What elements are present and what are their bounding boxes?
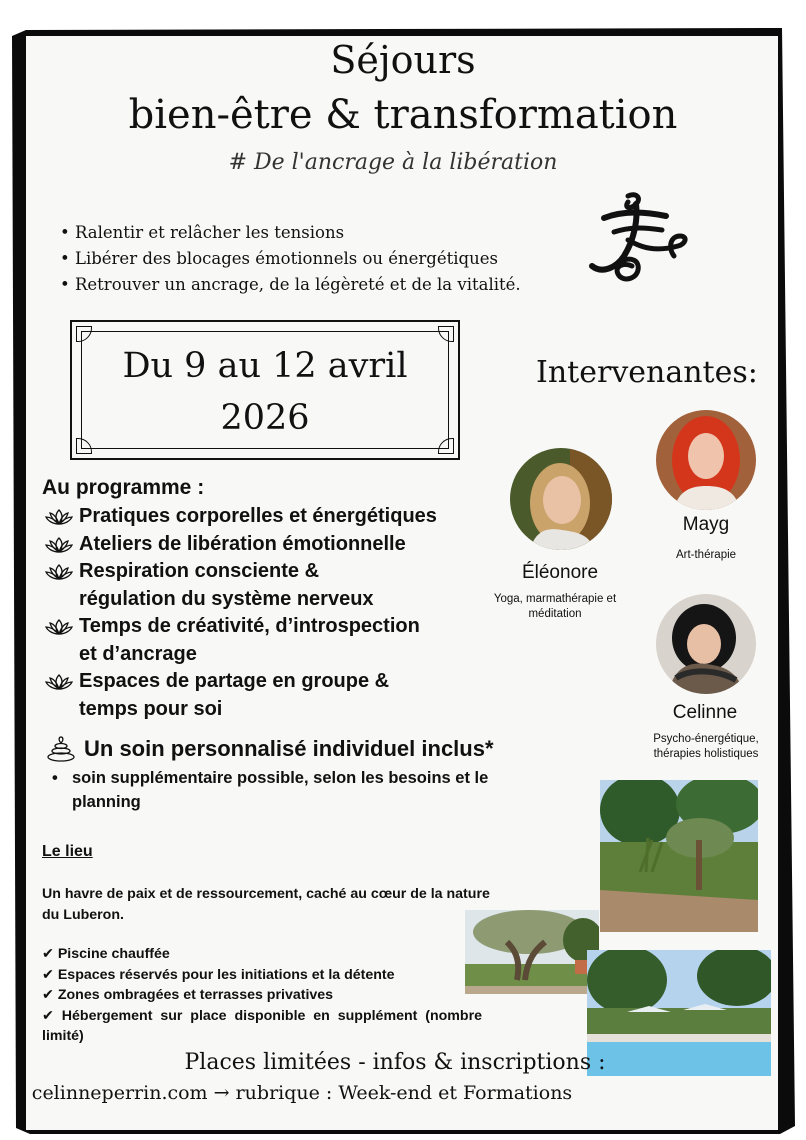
- website-section: rubrique : Week-end et Formations: [235, 1082, 573, 1104]
- speaker-role-eleonore: Yoga, marmathérapie et méditation: [493, 593, 617, 620]
- care-note: [52, 766, 542, 814]
- speaker-role-mayg: Art-thérapie: [675, 549, 737, 561]
- website-link[interactable]: celinneperrin.com: [31, 1082, 208, 1104]
- intro-bullet: • Libérer des blocages émotionnels ou énergétiques: [60, 246, 521, 272]
- lotus-icon: [44, 535, 74, 555]
- places-info: Places limitées - infos & inscriptions :: [184, 1050, 606, 1075]
- venue-photo-garden: [600, 780, 758, 932]
- program-item: [44, 503, 437, 531]
- venue-feature-text: Zones ombragées et terrasses privatives: [57, 987, 334, 1003]
- care-note-bullet: •: [52, 769, 58, 787]
- arrow-right-icon: →: [213, 1082, 230, 1104]
- lotus-icon: [44, 562, 74, 582]
- subtitle: # De l'ancrage à la libération: [228, 150, 558, 175]
- program-item-text: et d’ancrage: [79, 642, 197, 665]
- program-item: [44, 558, 437, 613]
- speaker-name-mayg: Mayg: [682, 514, 730, 535]
- lotus-icon: [44, 617, 74, 637]
- venue-feature-text: Espaces réservés pour les initiations et la détente: [57, 966, 395, 983]
- intro-bullet: • Retrouver un ancrage, de la légèreté et de la vitalité.: [60, 272, 521, 298]
- program-title: Au programme :: [42, 476, 205, 499]
- program-item: [44, 613, 437, 668]
- program-item: [44, 531, 437, 559]
- spa-stones-icon: [46, 736, 76, 762]
- date-year: 2026: [220, 398, 310, 438]
- intro-bullet: • Ralentir et relâcher les tensions: [60, 220, 521, 246]
- program-item: [44, 668, 437, 723]
- speaker-photo-eleonore: [510, 448, 612, 550]
- speaker-name-eleonore: Éléonore: [521, 562, 599, 583]
- program-item-text: Ateliers de libération émotionnelle: [79, 532, 406, 555]
- date-range: Du 9 au 12 avril: [122, 346, 408, 386]
- venue-feature: [42, 985, 482, 1006]
- check-icon: ✔: [42, 966, 54, 983]
- speaker-name-celinne: Celinne: [672, 702, 738, 723]
- program-item-text: régulation du système nerveux: [79, 587, 374, 610]
- website-line: [0, 1082, 604, 1104]
- date-text: [72, 340, 458, 444]
- lotus-icon: [44, 672, 74, 692]
- title-line-1: Séjours: [330, 38, 476, 82]
- calligraphy-glyph-icon: [584, 190, 690, 290]
- venue-photo-olive-tree: [465, 910, 599, 994]
- check-icon: ✔: [42, 987, 54, 1003]
- program-item-text: Pratiques corporelles et énergétiques: [79, 505, 437, 527]
- venue-feature-list: [42, 944, 482, 1047]
- venue-description: Un havre de paix et de ressourcement, caché au cœur de la nature du Luberon.: [42, 886, 490, 923]
- speaker-photo-mayg: [656, 410, 756, 510]
- venue-feature-text: Hébergement sur place disponible en supplément (nombre limité): [42, 1007, 482, 1044]
- program-list: [44, 503, 437, 723]
- program-item-text: temps pour soi: [79, 697, 223, 720]
- date-box: [70, 320, 460, 460]
- program-item-text: Espaces de partage en groupe &: [79, 670, 390, 692]
- speaker-role-celinne: [626, 732, 786, 762]
- intro-bullet-list: [60, 220, 521, 298]
- title-line-2: bien-être & transformation: [128, 92, 678, 138]
- care-title: Un soin personnalisé individuel inclus*: [84, 736, 494, 761]
- speaker-role-celinne-line: thérapies holistiques: [653, 748, 759, 760]
- check-icon: ✔: [42, 1007, 54, 1024]
- venue-feature: [42, 944, 482, 965]
- venue-title: Le lieu: [42, 843, 93, 860]
- venue-feature: [42, 965, 482, 986]
- check-icon: ✔: [42, 946, 54, 962]
- program-item-text: Respiration consciente &: [79, 560, 320, 582]
- venue-feature-text: Piscine chauffée: [57, 946, 170, 962]
- venue-feature: [42, 1006, 482, 1047]
- speakers-heading: Intervenantes:: [536, 355, 758, 390]
- care-note-text: soin supplémentaire possible, selon les besoins et le planning: [72, 769, 489, 811]
- speaker-photo-celinne: [656, 594, 756, 694]
- speaker-role-celinne-line: Psycho-énergétique,: [653, 733, 759, 745]
- program-item-text: Temps de créativité, d’introspection: [79, 615, 420, 637]
- lotus-icon: [44, 507, 74, 527]
